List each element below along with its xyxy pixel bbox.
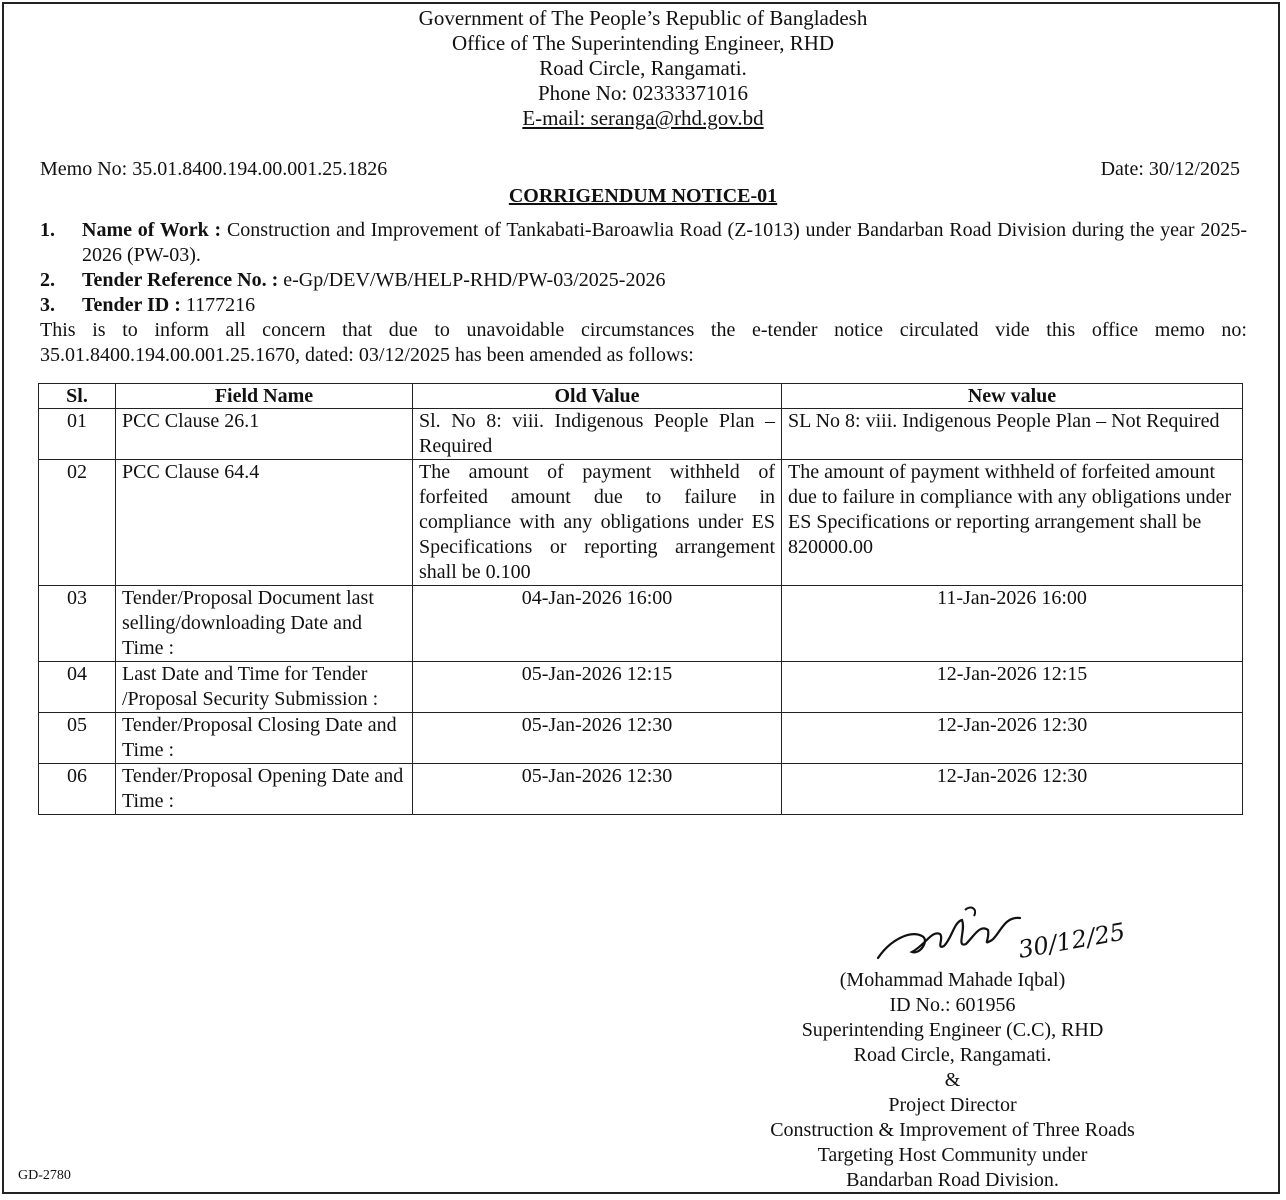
table-header-row bbox=[39, 384, 1243, 409]
cell-new: 12-Jan-2026 12:30 bbox=[782, 713, 1243, 764]
cell-field: Tender/Proposal Document last selling/downloading Date and Time : bbox=[116, 586, 413, 662]
signature-date: 30/12/25 bbox=[1016, 917, 1128, 964]
signatory-role: Project Director bbox=[888, 1094, 1017, 1116]
cell-field: PCC Clause 26.1 bbox=[116, 409, 413, 460]
handwritten-signature bbox=[870, 900, 1130, 975]
signatory-designation: Superintending Engineer (C.C), RHD bbox=[801, 1019, 1104, 1041]
list-item: 2. Tender Reference No. : e-Gp/DEV/WB/HELP-RHD/PW-03/2025-2026 bbox=[40, 269, 666, 291]
list-item: 1. Name of Work : Construction and Improvement of Tankabati-Baroawlia Road (Z-1013) under Bandarban Road Division during the year 2025-2026 (PW-03). bbox=[40, 219, 1247, 266]
cell-sl: 04 bbox=[39, 662, 116, 713]
cell-field: Tender/Proposal Closing Date and Time : bbox=[116, 713, 413, 764]
ampersand: & bbox=[944, 1069, 961, 1091]
header-new-value: New value bbox=[782, 384, 1243, 409]
header-sl: Sl. bbox=[39, 384, 116, 409]
cell-new: The amount of payment withheld of forfeited amount due to failure in compliance with any obligations under ES Specifications or reporting arrangement shall be 820000.00 bbox=[782, 460, 1243, 586]
cell-old: 05-Jan-2026 12:15 bbox=[413, 662, 782, 713]
notice-title: CORRIGENDUM NOTICE-01 bbox=[508, 185, 778, 207]
memo-number: Memo No: 35.01.8400.194.00.001.25.1826 bbox=[40, 158, 388, 180]
project-line-2: Targeting Host Community under bbox=[817, 1144, 1088, 1166]
intro-paragraph: This is to inform all concern that due to unavoidable circumstances the e-tender notice circulated vide this office memo no: 35.01.8400.194.00.001.25.1670, dated: 03/12/2025 has been amended as follows: bbox=[40, 319, 1247, 366]
phone-line: Phone No: 02333371016 bbox=[538, 81, 748, 105]
notice-items bbox=[40, 218, 1247, 368]
notice-date: Date: 30/12/2025 bbox=[1100, 158, 1240, 180]
signatory-name: (Mohammad Mahade Iqbal) bbox=[839, 969, 1066, 991]
signatory-office: Road Circle, Rangamati. bbox=[853, 1044, 1052, 1066]
cell-sl: 01 bbox=[39, 409, 116, 460]
office-line: Office of The Superintending Engineer, RHD bbox=[451, 31, 835, 55]
table-row bbox=[39, 662, 1243, 713]
cell-old: Sl. No 8: viii. Indigenous People Plan – Required bbox=[413, 409, 782, 460]
cell-old: 05-Jan-2026 12:30 bbox=[413, 764, 782, 815]
cell-new: 12-Jan-2026 12:15 bbox=[782, 662, 1243, 713]
table-row bbox=[39, 586, 1243, 662]
cell-old: 05-Jan-2026 12:30 bbox=[413, 713, 782, 764]
cell-old: The amount of payment withheld of forfeited amount due to failure in compliance with any obligations under ES Specifications or reporting arrangement shall be 0.100 bbox=[413, 460, 782, 586]
signatory-id: ID No.: 601956 bbox=[889, 994, 1016, 1016]
government-line: Government of The People’s Republic of Bangladesh bbox=[418, 6, 868, 30]
cell-new: 12-Jan-2026 12:30 bbox=[782, 764, 1243, 815]
table-row bbox=[39, 409, 1243, 460]
footer-code: GD-2780 bbox=[18, 1168, 71, 1183]
cell-sl: 03 bbox=[39, 586, 116, 662]
amendment-table bbox=[38, 383, 1243, 815]
cell-new: 11-Jan-2026 16:00 bbox=[782, 586, 1243, 662]
cell-sl: 05 bbox=[39, 713, 116, 764]
table-row bbox=[39, 713, 1243, 764]
cell-new: SL No 8: viii. Indigenous People Plan – Not Required bbox=[782, 409, 1243, 460]
cell-sl: 02 bbox=[39, 460, 116, 586]
cell-old: 04-Jan-2026 16:00 bbox=[413, 586, 782, 662]
project-line-3: Bandarban Road Division. bbox=[846, 1169, 1059, 1191]
table-row bbox=[39, 764, 1243, 815]
circle-line: Road Circle, Rangamati. bbox=[539, 56, 747, 80]
letterhead bbox=[0, 6, 1286, 131]
header-field-name: Field Name bbox=[116, 384, 413, 409]
list-item: 3. Tender ID : 1177216 bbox=[40, 294, 256, 316]
header-old-value: Old Value bbox=[413, 384, 782, 409]
project-line-1: Construction & Improvement of Three Roads bbox=[770, 1119, 1135, 1141]
cell-field: Last Date and Time for Tender /Proposal Security Submission : bbox=[116, 662, 413, 713]
cell-field: PCC Clause 64.4 bbox=[116, 460, 413, 586]
email-line[interactable]: E-mail: seranga@rhd.gov.bd bbox=[522, 106, 764, 130]
cell-sl: 06 bbox=[39, 764, 116, 815]
table-row bbox=[39, 460, 1243, 586]
cell-field: Tender/Proposal Opening Date and Time : bbox=[116, 764, 413, 815]
signature-block bbox=[690, 968, 1215, 1193]
